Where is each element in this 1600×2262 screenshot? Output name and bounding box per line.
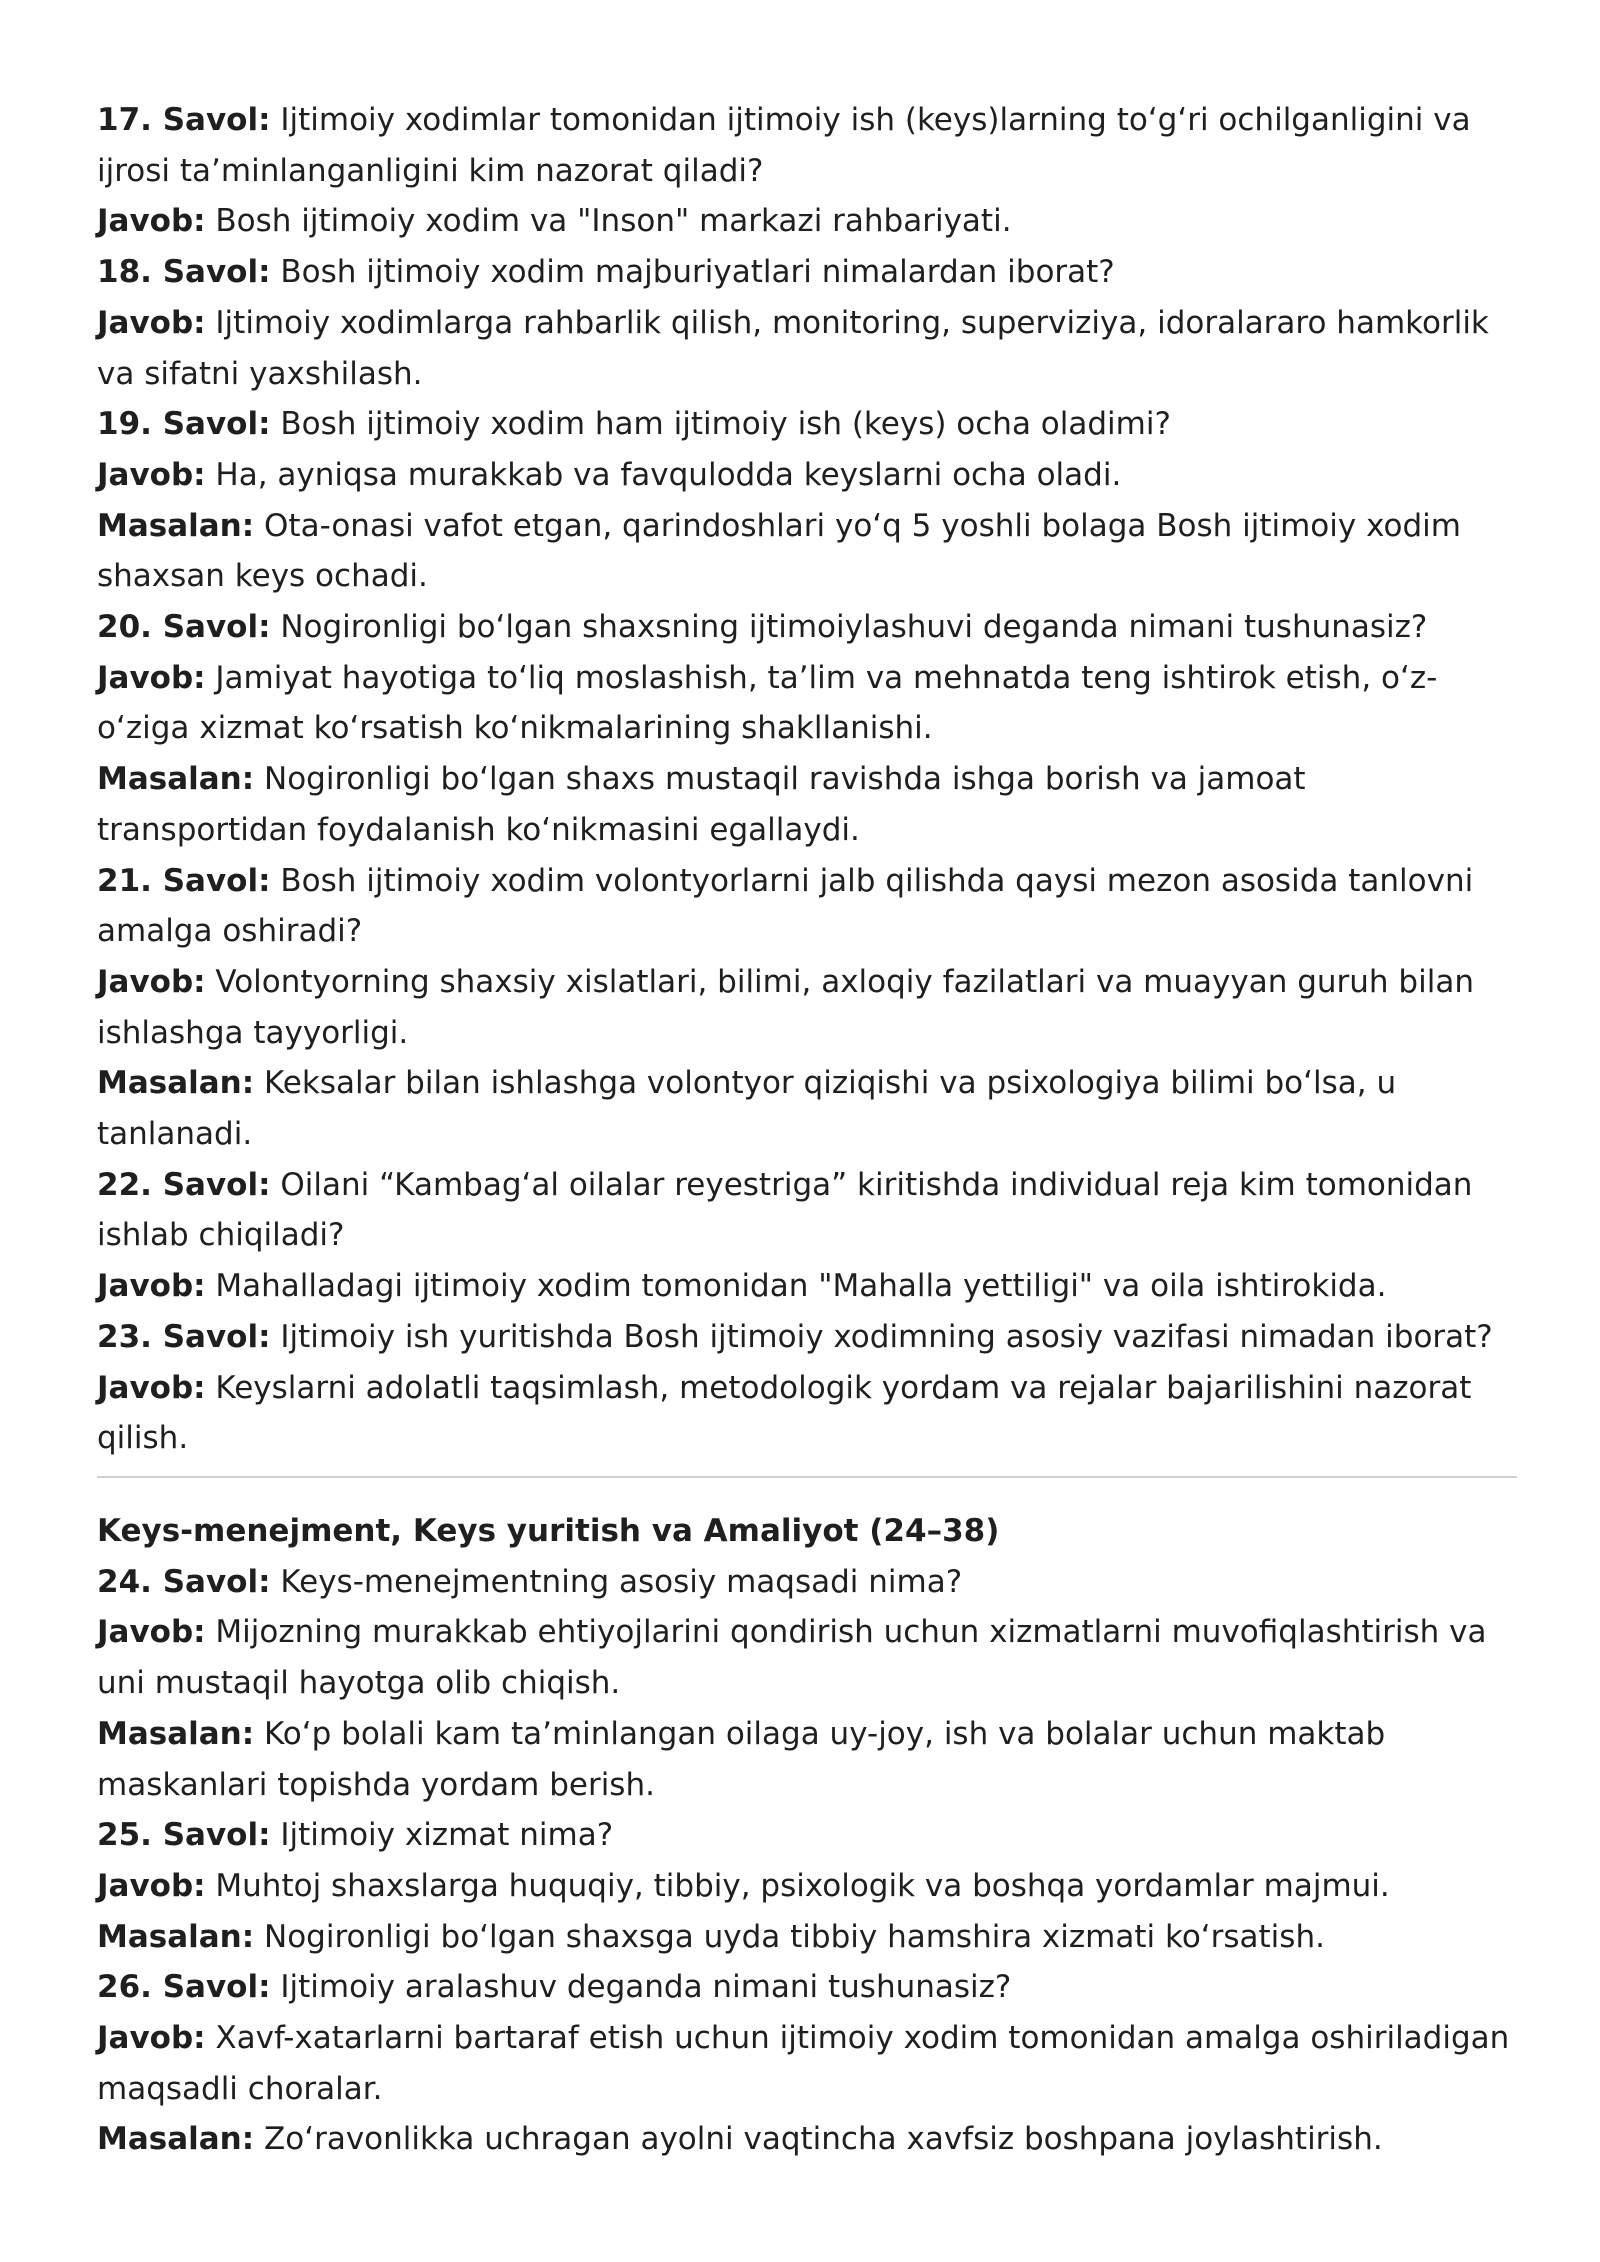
answer-text: Mahalladagi ijtimoiy xodim tomonidan "Mahalla yettiligi" va oila ishtirokida. <box>215 1268 1387 1305</box>
example-label: Masalan: <box>97 1918 255 1955</box>
question-label: 25. Savol: <box>97 1817 271 1854</box>
answer-text: Keyslarni adolatli taqsimlash, metodologik yordam va rejalar bajarilishini nazorat qilish. <box>97 1369 1472 1457</box>
question <box>97 399 1517 450</box>
qa-list-after <box>97 1557 1517 2165</box>
answer-text: Ha, ayniqsa murakkab va favqulodda keyslarni ocha oladi. <box>215 456 1122 493</box>
example-label: Masalan: <box>97 1715 255 1752</box>
question-label: 18. Savol: <box>97 254 271 291</box>
answer <box>97 450 1517 501</box>
question-label: 20. Savol: <box>97 609 271 646</box>
answer <box>97 653 1517 754</box>
answer-text: Volontyorning shaxsiy xislatlari, bilimi, axloqiy fazilatlari va muayyan guruh bilan ishlashga tayyorligi. <box>97 963 1474 1051</box>
question-text: Ijtimoiy xodimlar tomonidan ijtimoiy ish (keys)larning to‘g‘ri ochilganligini va ijrosi ta’minlanganligini kim nazorat qiladi? <box>97 102 1471 189</box>
question <box>97 856 1517 957</box>
document-page <box>97 95 1517 2165</box>
question <box>97 1962 1517 2013</box>
answer-label: Javob: <box>97 1614 206 1651</box>
example-label: Masalan: <box>97 2121 255 2158</box>
answer-label: Javob: <box>97 1867 206 1904</box>
section-divider <box>97 1476 1517 1478</box>
answer-label: Javob: <box>97 659 206 696</box>
example-text: Zo‘ravonlikka uchragan ayolni vaqtincha xavfsiz boshpana joylashtirish. <box>264 2121 1383 2158</box>
question-label: 24. Savol: <box>97 1563 271 1600</box>
example <box>97 1709 1517 1810</box>
answer-text: Mijozning murakkab ehtiyojlarini qondirish uchun xizmatlarni muvofiqlashtirish va uni mustaqil hayotga olib chiqish. <box>97 1614 1487 1702</box>
question <box>97 1810 1517 1861</box>
answer-label: Javob: <box>97 2020 206 2057</box>
question <box>97 95 1517 196</box>
question-text: Ijtimoiy aralashuv deganda nimani tushunasiz? <box>280 1969 1012 2006</box>
answer-text: Jamiyat hayotiga to‘liq moslashish, ta’lim va mehnatda teng ishtirok etish, o‘z-o‘ziga xizmat ko‘rsatish ko‘nikmalarining shakllanishi. <box>97 659 1438 747</box>
example-text: Nogironligi bo‘lgan shaxsga uyda tibbiy hamshira xizmati ko‘rsatish. <box>264 1918 1325 1955</box>
example <box>97 1912 1517 1963</box>
question-text: Bosh ijtimoiy xodim volontyorlarni jalb qilishda qaysi mezon asosida tanlovni amalga oshiradi? <box>97 862 1474 950</box>
example <box>97 754 1517 855</box>
question-label: 23. Savol: <box>97 1318 271 1355</box>
answer <box>97 196 1517 247</box>
answer <box>97 1261 1517 1312</box>
answer-label: Javob: <box>97 1268 206 1305</box>
question-text: Ijtimoiy xizmat nima? <box>280 1817 614 1854</box>
answer-label: Javob: <box>97 1369 206 1406</box>
answer-text: Bosh ijtimoiy xodim va "Inson" markazi rahbariyati. <box>215 203 1012 240</box>
answer <box>97 2013 1517 2114</box>
question-label: 21. Savol: <box>97 862 271 899</box>
example-text: Keksalar bilan ishlashga volontyor qiziqishi va psixologiya bilimi bo‘lsa, u tanlanadi. <box>97 1065 1397 1153</box>
answer-text: Muhtoj shaxslarga huquqiy, tibbiy, psixologik va boshqa yordamlar majmui. <box>215 1867 1390 1904</box>
answer-label: Javob: <box>97 963 206 1000</box>
question-label: 19. Savol: <box>97 406 271 443</box>
question <box>97 247 1517 298</box>
answer <box>97 1363 1517 1464</box>
example-label: Masalan: <box>97 1065 255 1102</box>
question <box>97 1557 1517 1608</box>
question <box>97 602 1517 653</box>
question <box>97 1160 1517 1261</box>
example-text: Nogironligi bo‘lgan shaxs mustaqil ravishda ishga borish va jamoat transportidan foydalanish ko‘nikmasini egallaydi. <box>97 761 1306 848</box>
question-label: 26. Savol: <box>97 1969 271 2006</box>
answer-label: Javob: <box>97 203 206 240</box>
example <box>97 2114 1517 2165</box>
example-text: Ko‘p bolali kam ta’minlangan oilaga uy-joy, ish va bolalar uchun maktab maskanlari topishda yordam berish. <box>97 1715 1386 1803</box>
answer-text: Xavf-xatarlarni bartaraf etish uchun ijtimoiy xodim tomonidan amalga oshiriladigan maqsadli choralar. <box>97 2020 1510 2107</box>
answer-label: Javob: <box>97 304 206 341</box>
question-label: 17. Savol: <box>97 102 271 138</box>
example <box>97 501 1517 602</box>
answer <box>97 1607 1517 1708</box>
question-label: 22. Savol: <box>97 1166 271 1203</box>
answer <box>97 1861 1517 1912</box>
example-label: Masalan: <box>97 507 255 544</box>
answer-label: Javob: <box>97 456 206 493</box>
qa-list-before <box>97 95 1517 1464</box>
example-text: Ota-onasi vafot etgan, qarindoshlari yo‘q 5 yoshli bolaga Bosh ijtimoiy xodim shaxsan keys ochadi. <box>97 507 1461 595</box>
answer <box>97 298 1517 399</box>
question-text: Keys-menejmentning asosiy maqsadi nima? <box>280 1563 963 1600</box>
question <box>97 1312 1517 1363</box>
question-text: Oilani “Kambag‘al oilalar reyestriga” kiritishda individual reja kim tomonidan ishlab chiqiladi? <box>97 1166 1473 1254</box>
question-text: Nogironligi bo‘lgan shaxsning ijtimoiylashuvi deganda nimani tushunasiz? <box>280 609 1428 646</box>
example-label: Masalan: <box>97 761 255 798</box>
section-title: Keys-menejment, Keys yuritish va Amaliyot (24–38) <box>97 1512 1000 1549</box>
example <box>97 1058 1517 1159</box>
answer <box>97 957 1517 1058</box>
question-text: Bosh ijtimoiy xodim ham ijtimoiy ish (keys) ocha oladimi? <box>280 406 1171 443</box>
question-text: Bosh ijtimoiy xodim majburiyatlari nimalardan iborat? <box>280 254 1115 291</box>
question-text: Ijtimoiy ish yuritishda Bosh ijtimoiy xodimning asosiy vazifasi nimadan iborat? <box>280 1318 1493 1355</box>
answer-text: Ijtimoiy xodimlarga rahbarlik qilish, monitoring, superviziya, idoralararo hamkorlik va sifatni yaxshilash. <box>97 304 1489 392</box>
